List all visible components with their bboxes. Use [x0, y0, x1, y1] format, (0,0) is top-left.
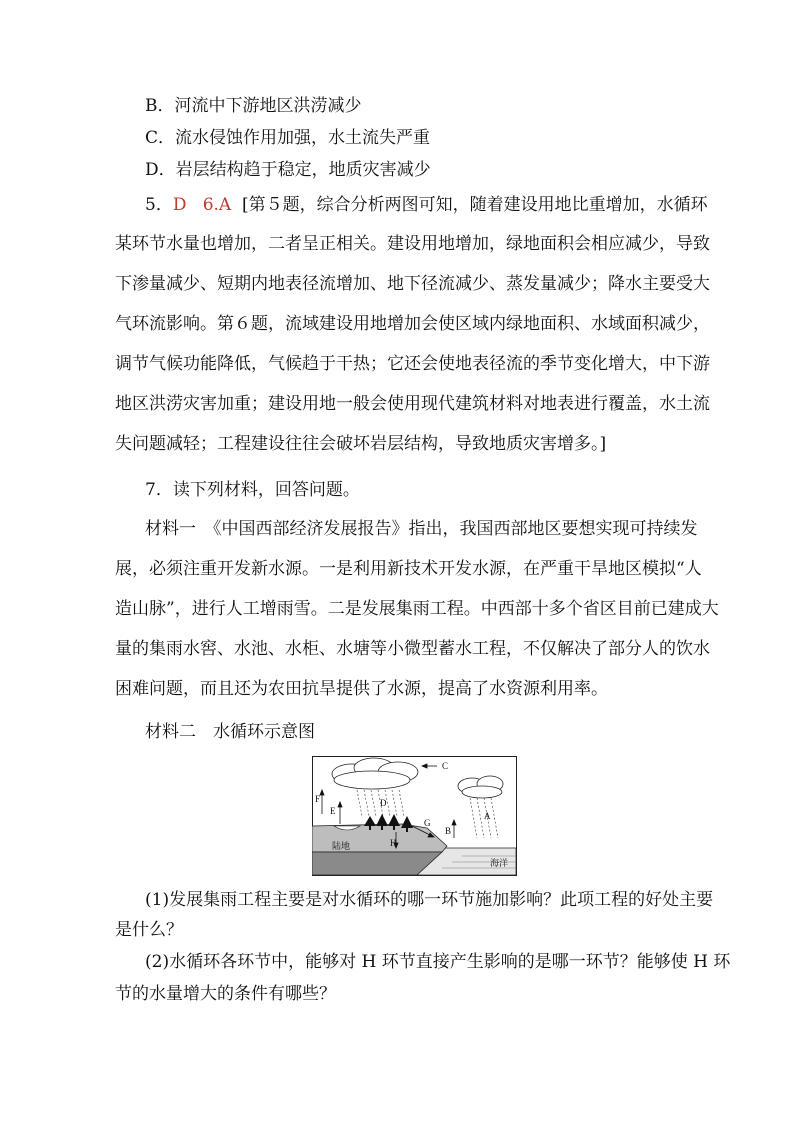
question-7-title: 7．读下列材料，回答问题。: [145, 480, 360, 500]
answer-explanation-line: 调节气候功能降低，气候趋于干热；它还会使地表径流的季节变化增大，中下游: [115, 354, 710, 374]
label-f: F: [315, 794, 321, 804]
label-c: C: [442, 761, 449, 771]
answer-explanation-line: 气环流影响。第６题，流域建设用地增加会使区域内绿地面积、水域面积减少，: [115, 314, 710, 334]
answer-6: 6.A: [202, 195, 232, 215]
sub-question-1-line: 是什么？: [115, 920, 183, 940]
material-1-line: 材料一 《中国西部经济发展报告》指出，我国西部地区要想实现可持续发: [145, 519, 698, 539]
cloud-small: [458, 776, 503, 798]
option-c: C．流水侵蚀作用加强，水土流失严重: [145, 128, 431, 148]
label-g: G: [424, 818, 431, 828]
answer-number: 5．: [145, 195, 173, 215]
sub-question-2-line: (2)水循环各环节中，能够对 H 环节直接产生影响的是哪一环节？能够使 H 环: [145, 952, 731, 972]
material-1-line: 困难问题，而且还为农田抗旱提供了水源，提高了水资源利用率。: [115, 679, 608, 699]
label-b: B: [445, 826, 452, 836]
answer-explanation-line: 失问题减轻；工程建设往往会破坏岩层结构，导致地质灾害增多。]: [115, 434, 607, 454]
answer-explanation-line: [第５题，综合分析两图可知，随着建设用地比重增加，水循环: [242, 195, 708, 215]
sub-question-2-line: 节的水量增大的条件有哪些？: [115, 984, 336, 1004]
material-1-line: 展，必须注重开发新水源。一是利用新技术开发水源，在严重干旱地区模拟“人: [115, 559, 702, 579]
answer-5: D: [172, 195, 187, 215]
label-ocean: 海洋: [490, 858, 509, 868]
material-1-line: 造山脉”，进行人工增雨雪。二是发展集雨工程。中西部十多个省区目前已建成大: [115, 599, 719, 619]
option-d: D．岩层结构趋于稳定，地质灾害减少: [145, 160, 431, 180]
label-d: D: [380, 798, 387, 808]
answer-header: [145, 193, 715, 217]
sub-question-1-line: (1)发展集雨工程主要是对水循环的哪一环节施加影响？此项工程的好处主要: [145, 890, 714, 910]
label-h: H: [390, 838, 397, 848]
label-e: E: [330, 806, 336, 816]
answer-explanation-line: 地区洪涝灾害加重；建设用地一般会使用现代建筑材料对地表进行覆盖，水土流: [115, 394, 710, 414]
answer-explanation-line: 下渗量减少、短期内地表径流增加、地下径流减少、蒸发量减少；降水主要受大: [115, 274, 710, 294]
material-2-title: 材料二 水循环示意图: [145, 722, 315, 742]
answer-explanation-line: 某环节水量也增加，二者呈正相关。建设用地增加，绿地面积会相应减少，导致: [115, 234, 710, 254]
option-b: B．河流中下游地区洪涝减少: [145, 96, 362, 116]
label-land: 陆地: [332, 841, 351, 851]
label-a: A: [484, 811, 491, 821]
material-1-line: 量的集雨水窖、水池、水柜、水塘等小微型蓄水工程，不仅解决了部分人的饮水: [115, 639, 710, 659]
water-cycle-diagram: [312, 756, 517, 876]
